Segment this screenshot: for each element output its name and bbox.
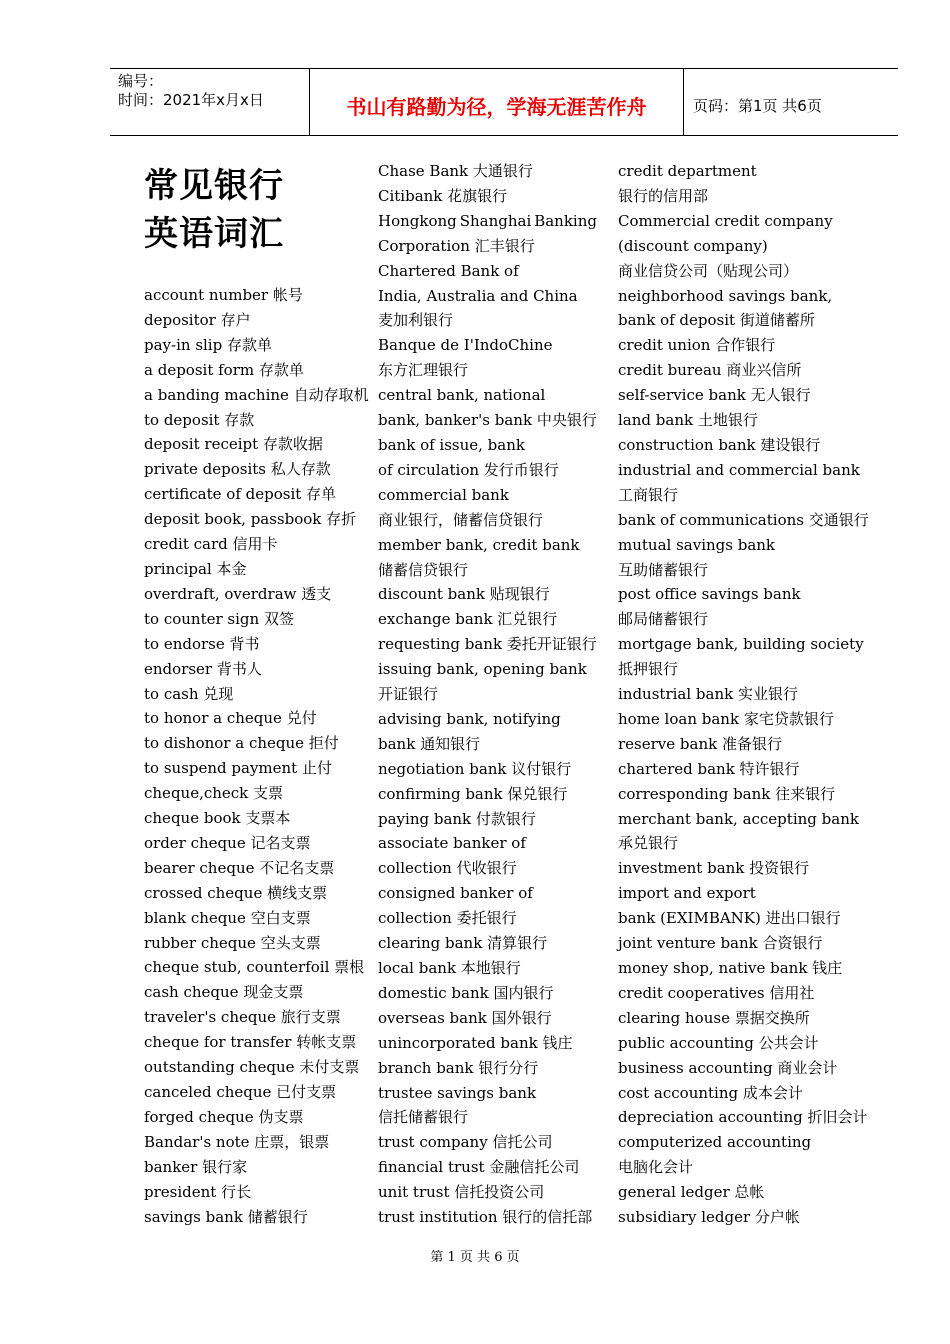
vocab-entry: overdraft, overdraw 透支: [144, 584, 332, 603]
vocab-entry: cash cheque 现金支票: [144, 983, 304, 1002]
vocab-entry: chartered bank 特许银行: [618, 759, 800, 778]
vocab-entry: 商业信贷公司（贴现公司）: [618, 261, 799, 280]
vocab-entry: general ledger 总帐: [618, 1183, 765, 1202]
vocab-entry: collection 代收银行: [378, 859, 517, 878]
vocab-column-3: [618, 159, 868, 1230]
vocab-entry: credit union 合作银行: [618, 336, 776, 355]
vocab-entry: to suspend payment 止付: [144, 759, 332, 778]
page-header: [110, 68, 898, 136]
vocab-entry: advising bank, notifying: [378, 709, 561, 728]
vocab-entry: self-service bank 无人银行: [618, 386, 811, 405]
vocab-entry: neighborhood savings bank,: [618, 286, 833, 305]
vocab-entry: consigned banker of: [378, 884, 533, 903]
vocab-entry: industrial bank 实业银行: [618, 685, 798, 704]
vocab-entry: credit department: [618, 162, 757, 180]
page-footer: [0, 1246, 950, 1265]
vocab-entry: to dishonor a cheque 拒付: [144, 734, 339, 753]
vocab-entry: cost accounting 成本会计: [618, 1083, 803, 1102]
vocab-entry: bank of deposit 街道储蓄所: [618, 311, 815, 330]
vocab-entry: requesting bank 委托开证银行: [378, 635, 597, 654]
vocab-entry: branch bank 银行分行: [378, 1058, 539, 1077]
vocab-entry: import and export: [618, 884, 756, 903]
vocab-entry: cheque book 支票本: [144, 809, 291, 828]
vocab-entry: 开证银行: [378, 685, 439, 704]
vocab-entry: public accounting 公共会计: [618, 1033, 819, 1052]
vocab-entry: clearing house 票据交换所: [618, 1008, 810, 1027]
header-time: 时间：2021年x月x日: [118, 91, 264, 109]
vocab-entry: business accounting 商业会计: [618, 1058, 838, 1077]
vocab-entry: cheque for transfer 转帐支票: [144, 1033, 357, 1052]
vocab-entry: computerized accounting: [618, 1133, 812, 1152]
vocab-entry: 银行的信用部: [618, 186, 709, 205]
vocab-entry: 邮局储蓄银行: [618, 610, 709, 629]
vocab-entry: member bank, credit bank: [378, 535, 580, 554]
vocab-entry: cheque stub, counterfoil 票根: [144, 958, 365, 977]
vocab-entry: order cheque 记名支票: [144, 833, 311, 852]
vocab-entry: deposit receipt 存款收据: [144, 435, 323, 454]
vocab-entry: associate banker of: [378, 834, 526, 853]
vocab-entry: credit cooperatives 信用社: [618, 983, 815, 1002]
vocab-entry: subsidiary ledger 分户帐: [618, 1208, 800, 1227]
header-meta: [110, 69, 310, 135]
vocab-entry: clearing bank 清算银行: [378, 934, 548, 953]
vocab-entry: domestic bank 国内银行: [378, 983, 554, 1002]
header-number: 编号：: [118, 72, 164, 90]
vocab-entry: to cash 兑现: [144, 684, 234, 703]
vocab-entry: Corporation 汇丰银行: [378, 236, 535, 255]
vocab-entry: reserve bank 准备银行: [618, 734, 782, 753]
vocab-entry: to endorse 背书: [144, 634, 260, 653]
vocab-entry: 工商银行: [618, 485, 679, 504]
vocab-entry: paying bank 付款银行: [378, 809, 536, 828]
vocab-entry: account number 帐号: [144, 286, 303, 304]
vocab-entry: Banque de I'IndoChine: [378, 336, 553, 355]
vocab-entry: central bank, national: [378, 386, 546, 405]
vocab-entry: Chartered Bank of: [378, 261, 519, 280]
vocab-entry: bank 通知银行: [378, 734, 481, 753]
vocab-entry: India, Australia and China: [378, 286, 578, 305]
vocab-entry: a deposit form 存款单: [144, 360, 304, 379]
vocab-entry: 互助储蓄银行: [618, 560, 709, 579]
vocab-entry: merchant bank, accepting bank: [618, 809, 859, 828]
vocab-entry: issuing bank, opening bank: [378, 660, 587, 679]
vocab-entry: bank of issue, bank: [378, 435, 525, 454]
title-line-1: 常见银行: [144, 166, 284, 206]
vocab-entry: banker 银行家: [144, 1157, 248, 1176]
vocab-entry: trust company 信托公司: [378, 1133, 553, 1152]
vocab-entry: private deposits 私人存款: [144, 460, 331, 479]
vocab-entry: deposit book, passbook 存折: [144, 510, 357, 529]
vocab-entry: joint venture bank 合资银行: [618, 934, 823, 953]
vocab-entry: to deposit 存款: [144, 410, 255, 429]
vocab-entry: Citibank 花旗银行: [378, 186, 508, 205]
title-line-2: 英语词汇: [144, 214, 284, 254]
vocab-entry: outstanding cheque 未付支票: [144, 1058, 360, 1077]
vocab-entry: crossed cheque 横线支票: [144, 883, 328, 902]
header-motto-cell: [310, 69, 684, 135]
vocab-entry: credit bureau 商业兴信所: [618, 361, 802, 380]
vocab-entry: bank of communications 交通银行: [618, 510, 869, 529]
vocab-entry: money shop, native bank 钱庄: [618, 959, 843, 977]
vocab-entry: mortgage bank, building society: [618, 635, 864, 654]
vocab-entry: negotiation bank 议付银行: [378, 759, 572, 778]
vocab-entry: 商业银行，储蓄信贷银行: [378, 510, 544, 529]
vocab-entry: a banding machine 自动存取机: [144, 385, 369, 404]
vocab-entry: 储蓄信贷银行: [378, 560, 469, 579]
vocab-entry: construction bank 建设银行: [618, 435, 821, 454]
vocab-entry: to counter sign 双签: [144, 609, 294, 628]
vocab-entry: blank cheque 空白支票: [144, 908, 311, 927]
vocab-entry: Bandar's note 庄票，银票: [144, 1132, 330, 1151]
vocab-entry: Chase Bank 大通银行: [378, 162, 533, 180]
vocab-column-2: [378, 159, 598, 1230]
vocab-entry: depositor 存户: [144, 310, 251, 329]
vocab-entry: credit card 信用卡: [144, 535, 278, 554]
vocab-entry: of circulation 发行币银行: [378, 460, 559, 479]
vocab-entry: 抵押银行: [618, 660, 679, 679]
vocab-entry: 电脑化会计: [618, 1158, 694, 1177]
vocab-entry: president 行长: [144, 1182, 252, 1201]
vocab-entry: confirming bank 保兑银行: [378, 784, 568, 803]
vocab-entry: to honor a cheque 兑付: [144, 709, 317, 728]
vocab-entry: commercial bank: [378, 485, 509, 504]
vocab-entry: bearer cheque 不记名支票: [144, 858, 335, 877]
vocab-entry: 麦加利银行: [378, 311, 454, 330]
header-motto: 书山有路勤为径，学海无涯苦作舟: [346, 94, 647, 119]
vocab-entry: forged cheque 伪支票: [144, 1107, 304, 1126]
vocab-entry: endorser 背书人: [144, 659, 262, 678]
vocab-entry: principal 本金: [144, 559, 247, 578]
vocab-entry: pay-in slip 存款单: [144, 335, 272, 354]
vocab-entry: home loan bank 家宅贷款银行: [618, 709, 834, 728]
vocab-entry: unit trust 信托投资公司: [378, 1183, 545, 1202]
vocab-entry: cheque,check 支票: [144, 784, 284, 803]
vocab-entry: trustee savings bank: [378, 1083, 537, 1102]
vocab-entry: Hongkong Shanghai Banking: [378, 211, 597, 230]
vocab-entry: rubber cheque 空头支票: [144, 933, 321, 952]
vocab-entry: bank (EXIMBANK) 进出口银行: [618, 909, 841, 928]
vocab-entry: discount bank 贴现银行: [378, 585, 550, 604]
vocab-entry: bank, banker's bank 中央银行: [378, 411, 597, 430]
vocab-entry: depreciation accounting 折旧会计: [618, 1108, 868, 1127]
vocab-entry: unincorporated bank 钱庄: [378, 1033, 573, 1052]
vocab-entry: 信托储蓄银行: [378, 1108, 469, 1127]
vocab-entry: collection 委托银行: [378, 909, 517, 928]
vocab-entry: canceled cheque 已付支票: [144, 1083, 337, 1101]
vocab-entry: exchange bank 汇兑银行: [378, 610, 558, 629]
vocab-entry: land bank 土地银行: [618, 411, 758, 430]
vocab-entry: trust institution 银行的信托部: [378, 1208, 593, 1227]
vocab-entry: investment bank 投资银行: [618, 859, 810, 878]
vocab-entry: overseas bank 国外银行: [378, 1008, 552, 1027]
vocab-entry: savings bank 储蓄银行: [144, 1207, 308, 1226]
vocab-entry: post office savings bank: [618, 585, 801, 604]
footer-page-number: 第 1 页 共 6 页: [430, 1250, 520, 1265]
vocab-entry: certificate of deposit 存单: [144, 485, 337, 504]
vocab-column-1: [144, 283, 369, 1229]
vocab-entry: (discount company): [618, 236, 768, 255]
vocab-entry: industrial and commercial bank: [618, 460, 860, 479]
vocab-entry: 东方汇理银行: [378, 361, 469, 380]
vocab-entry: corresponding bank 往来银行: [618, 784, 836, 803]
vocab-entry: traveler's cheque 旅行支票: [144, 1008, 341, 1027]
vocab-entry: 承兑银行: [618, 834, 679, 853]
header-page-label: 页码：第1页 共6页: [693, 96, 822, 115]
vocab-entry: Commercial credit company: [618, 211, 833, 230]
document-title: [144, 162, 284, 258]
vocab-entry: mutual savings bank: [618, 535, 776, 554]
vocab-entry: local bank 本地银行: [378, 959, 521, 977]
header-page: [684, 69, 898, 135]
vocab-entry: financial trust 金融信托公司: [378, 1158, 580, 1177]
